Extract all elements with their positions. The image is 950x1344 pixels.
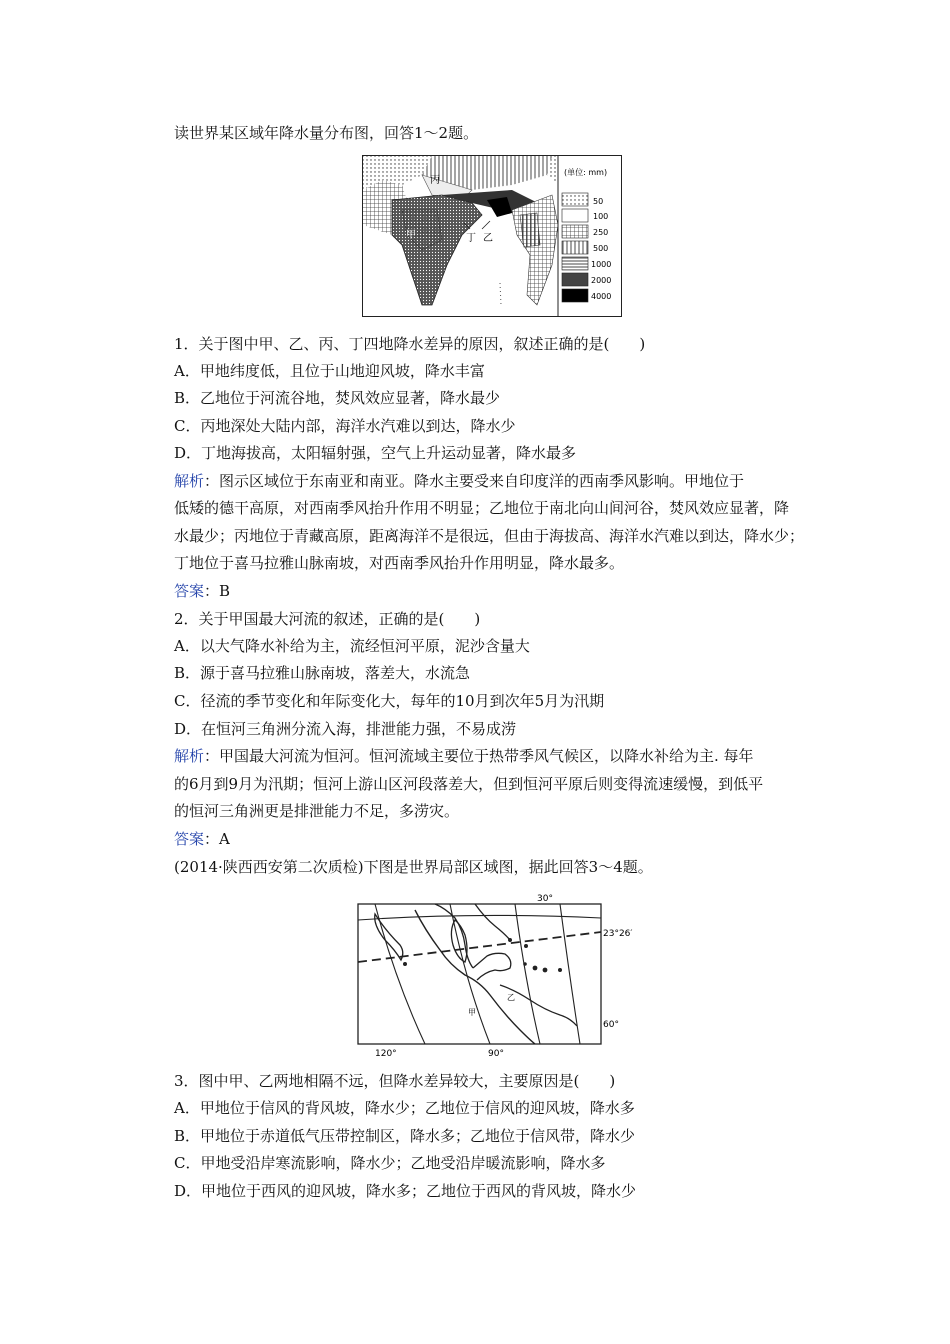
- answer-value: ：A: [204, 830, 230, 848]
- analysis-text: ：甲国最大河流为恒河。恒河流域主要位于热带季风气候区，以降水补给为主. 每年: [204, 747, 754, 765]
- legend-value: 100: [593, 212, 609, 221]
- answer-value: ：B: [204, 582, 231, 600]
- question-2-analysis-line-3: 的恒河三角洲更是排泄能力不足，多涝灾。: [174, 802, 460, 820]
- question-1-option-d: D．丁地海拔高，太阳辐射强，空气上升运动显著，降水最多: [174, 444, 577, 462]
- answer-label: 答案: [174, 582, 205, 600]
- legend-swatch-100: [562, 209, 588, 222]
- legend-swatch-250: [562, 225, 588, 238]
- question-2-analysis-line-2: 的6月到9月为汛期；恒河上游山区河段落差大，但到恒河平原后则变得流速缓慢，到低平: [174, 775, 764, 793]
- question-3-option-a: A．甲地位于信风的背风坡，降水少；乙地位于信风的迎风坡，降水多: [174, 1099, 635, 1117]
- legend-value: 500: [593, 244, 609, 253]
- question-1-answer: [174, 580, 230, 602]
- question-3-option-d: D．甲地位于西风的迎风坡，降水多；乙地位于西风的背风坡，降水少: [174, 1182, 637, 1200]
- question-3-option-c: C．甲地受沿岸寒流影响，降水少；乙地受沿岸暖流影响，降水多: [174, 1154, 606, 1172]
- precipitation-map-svg: [362, 155, 622, 317]
- question-1-option-b: B．乙地位于河流谷地，焚风效应显著，降水最少: [174, 389, 501, 407]
- legend-swatch-2000: [562, 273, 588, 286]
- question-1-analysis-line-4: 丁地位于喜马拉雅山脉南坡，对西南季风抬升作用明显，降水最多。: [174, 554, 625, 572]
- question-3-stem: 3．图中甲、乙两地相隔不远，但降水差异较大，主要原因是( ): [174, 1072, 616, 1090]
- analysis-label: 解析: [174, 747, 205, 765]
- analysis-label: 解析: [174, 472, 205, 490]
- question-2-option-b: B．源于喜马拉雅山脉南坡，落差大，水流急: [174, 664, 471, 682]
- map2-lon-90: 90°: [488, 1049, 504, 1059]
- legend-swatch-1000: [562, 257, 588, 270]
- intro-question-1-2: 读世界某区域年降水量分布图，回答1～2题。: [174, 124, 479, 142]
- legend-value: 50: [593, 197, 604, 206]
- question-2-analysis-line-1: [174, 745, 754, 767]
- central-america-map: [355, 890, 635, 1060]
- question-2-stem: 2．关于甲国最大河流的叙述，正确的是( ): [174, 610, 481, 628]
- map1-label-ding: 丁: [466, 233, 476, 244]
- question-1-stem: 1．关于图中甲、乙、丙、丁四地降水差异的原因，叙述正确的是( ): [174, 335, 646, 353]
- question-1-analysis-line-3: 水最少；丙地位于青藏高原，距离海洋不是很远，但由于海拔高、海洋水汽难以到达，降水少；: [174, 527, 805, 545]
- legend-value: 1000: [591, 260, 612, 269]
- question-2-answer: [174, 828, 230, 850]
- map1-legend-title: (单位: mm): [564, 168, 608, 177]
- map2-label-jia: 甲: [468, 1008, 476, 1017]
- question-1-analysis-line-1: [174, 470, 744, 492]
- map1-label-jia: 甲: [406, 230, 416, 241]
- legend-value: 250: [593, 228, 609, 237]
- analysis-text: ：图示区域位于东南亚和南亚。降水主要受来自印度洋的西南季风影响。甲地位于: [204, 472, 745, 490]
- question-1-option-c: C．丙地深处大陆内部，海洋水汽难以到达，降水少: [174, 417, 516, 435]
- question-2-option-a: A．以大气降水补给为主，流经恒河平原，泥沙含量大: [174, 637, 530, 655]
- map1-label-yi: 乙: [483, 233, 493, 244]
- legend-swatch-4000: [562, 289, 588, 302]
- map2-lon-120: 120°: [375, 1049, 397, 1059]
- central-america-map-svg: [355, 890, 635, 1060]
- question-2-option-c: C．径流的季节变化和年际变化大，每年的10月到次年5月为汛期: [174, 692, 605, 710]
- map2-lat-23-26: 23°26′: [603, 929, 633, 939]
- legend-value: 2000: [591, 276, 612, 285]
- question-1-option-a: A．甲地纬度低，且位于山地迎风坡，降水丰富: [174, 362, 485, 380]
- intro-question-3-4: (2014·陕西西安第二次质检)下图是世界局部区域图，据此回答3～4题。: [174, 858, 653, 876]
- answer-label: 答案: [174, 830, 205, 848]
- map2-lat-60: 60°: [603, 1020, 619, 1030]
- precipitation-map: [362, 155, 622, 317]
- map2-lon-30: 30°: [537, 894, 553, 904]
- question-2-option-d: D．在恒河三角洲分流入海，排泄能力强，不易成涝: [174, 720, 517, 738]
- map2-label-yi: 乙: [507, 993, 515, 1002]
- question-3-option-b: B．甲地位于赤道低气压带控制区，降水多；乙地位于信风带，降水少: [174, 1127, 636, 1145]
- legend-swatch-50: [562, 193, 588, 206]
- legend-value: 4000: [591, 292, 612, 301]
- map1-label-bing: 丙: [430, 175, 440, 186]
- legend-swatch-500: [562, 241, 588, 254]
- question-1-analysis-line-2: 低矮的德干高原，对西南季风抬升作用不明显；乙地位于南北向山间河谷，焚风效应显著，降: [174, 499, 790, 517]
